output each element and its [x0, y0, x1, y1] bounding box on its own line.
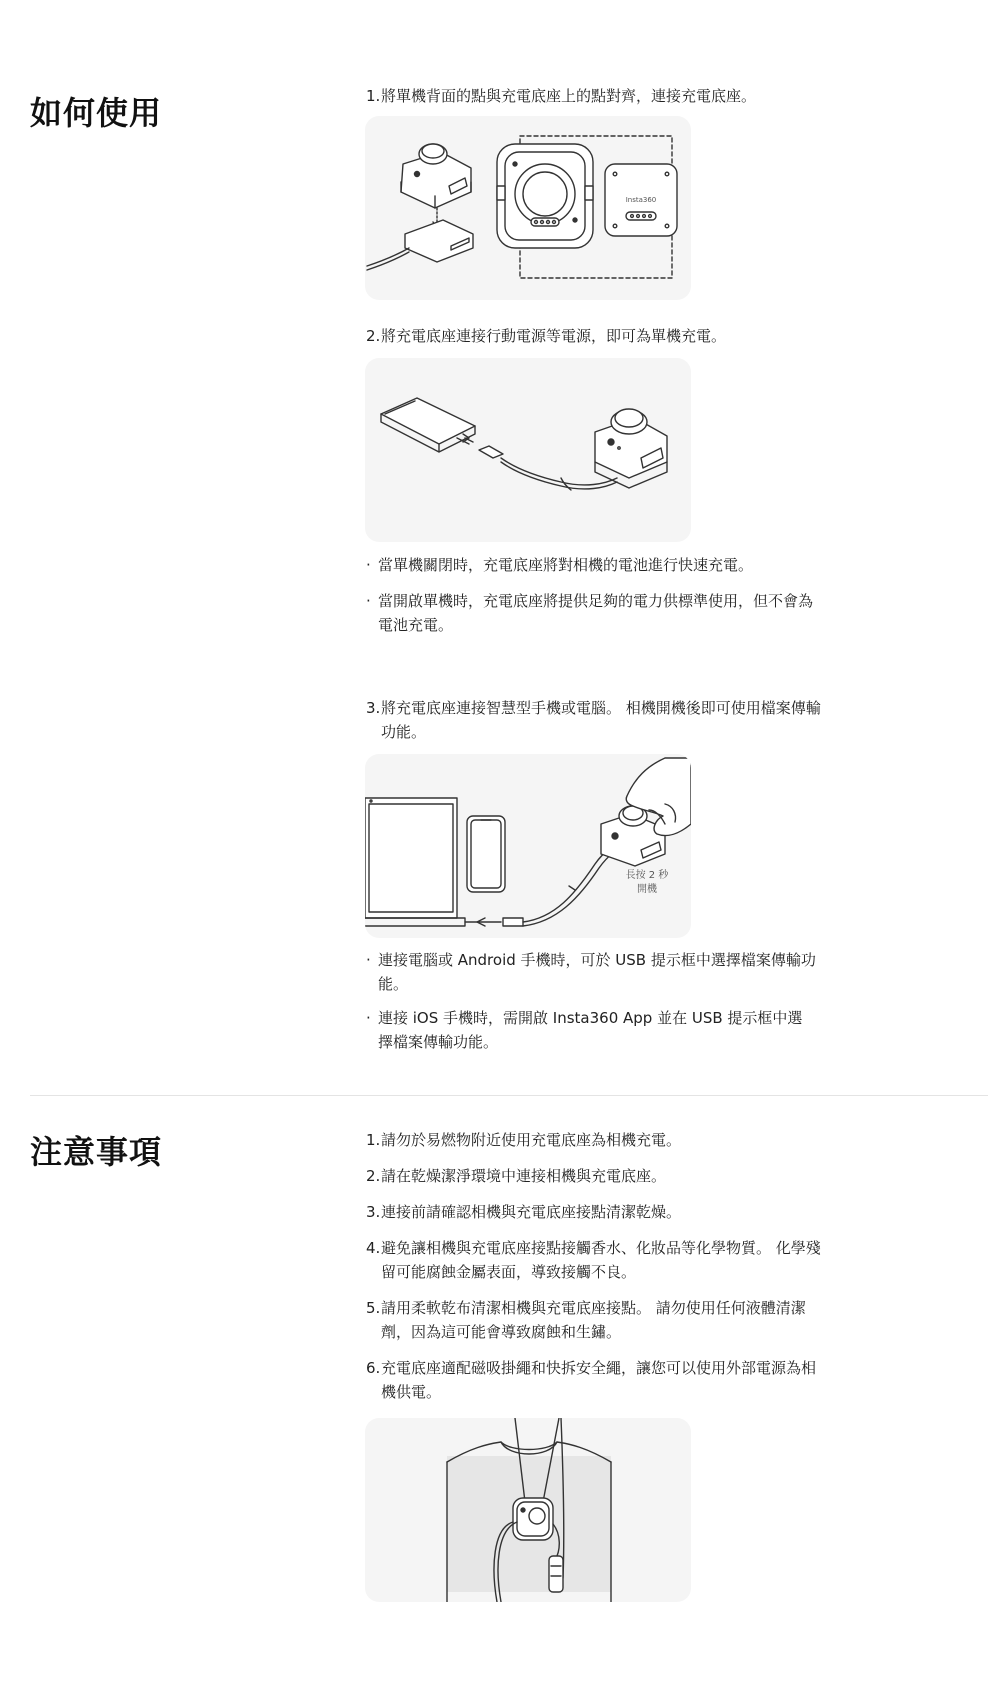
bullet-text: 連接 iOS 手機時，需開啟 Insta360 App 並在 USB 提示框中選擇檔案傳輸功能。: [378, 1009, 803, 1051]
note-text: 請在乾燥潔淨環境中連接相機與充電底座。: [381, 1167, 667, 1185]
section-title-notes: 注意事項: [30, 1133, 163, 1171]
step-text: 將單機背面的點與充電底座上的點對齊，連接充電底座。: [381, 87, 757, 105]
section-divider: [30, 1095, 988, 1096]
camera-drawing: [513, 1498, 553, 1540]
step-3: [366, 696, 826, 744]
note-text: 避免讓相機與充電底座接點接觸香水、化妝品等化學物質。 化學殘留可能腐蝕金屬表面，導致接觸不良。: [381, 1239, 821, 1281]
base-back-drawing: [605, 164, 677, 236]
mount-drawing: [497, 144, 593, 248]
note-number: 6.: [366, 1359, 381, 1377]
note-3: [366, 1200, 826, 1224]
bullet-text: 當單機關閉時，充電底座將對相機的電池進行快速充電。: [378, 556, 754, 574]
step-number: 3.: [366, 699, 381, 717]
camera-drawing: [601, 806, 665, 866]
cable-drawing: [463, 434, 617, 490]
step-1: [366, 84, 826, 108]
note-2: [366, 1164, 826, 1188]
charging-base-drawing: [367, 220, 473, 270]
camera-drawing: [401, 144, 471, 208]
bullet-text: 連接電腦或 Android 手機時，可於 USB 提示框中選擇檔案傳輸功能。: [378, 951, 816, 993]
step-number: 2.: [366, 327, 381, 345]
step-number: 1.: [366, 87, 381, 105]
note-1: [366, 1128, 826, 1152]
note-text: 充電底座適配磁吸掛繩和快拆安全繩，讓您可以使用外部電源為相機供電。: [381, 1359, 817, 1401]
camera-drawing: [595, 409, 667, 488]
note-text: 連接前請確認相機與充電底座接點清潔乾燥。: [381, 1203, 682, 1221]
power-bank-charging-illustration: [365, 358, 691, 542]
bullet-android-transfer: [366, 948, 816, 996]
brand-mark: Insta360: [625, 196, 657, 204]
neck-lanyard-illustration: [365, 1418, 691, 1602]
bullet-standard-use: [366, 589, 816, 637]
step-text: 將充電底座連接行動電源等電源，即可為單機充電。: [381, 327, 727, 345]
note-5: [366, 1296, 826, 1344]
bullet-ios-transfer: [366, 1006, 816, 1054]
note-text: 請勿於易燃物附近使用充電底座為相機充電。: [381, 1131, 682, 1149]
bullet-text: 當開啟單機時，充電底座將提供足夠的電力供標準使用，但不會為電池充電。: [378, 592, 814, 634]
power-bank-drawing: [381, 398, 475, 452]
note-number: 5.: [366, 1299, 381, 1317]
note-number: 3.: [366, 1203, 381, 1221]
file-transfer-illustration: [365, 754, 691, 938]
note-number: 1.: [366, 1131, 381, 1149]
bullet-mark: ·: [366, 556, 371, 574]
note-number: 2.: [366, 1167, 381, 1185]
note-6: [366, 1356, 826, 1404]
mount-alignment-illustration: [365, 116, 691, 300]
power-on-caption-line2: 開機: [637, 884, 657, 895]
laptop-drawing: [365, 798, 465, 926]
note-number: 4.: [366, 1239, 381, 1257]
note-text: 請用柔軟乾布清潔相機與充電底座接點。 請勿使用任何液體清潔劑，因為這可能會導致腐蝕和生鏽。: [381, 1299, 806, 1341]
bullet-mark: ·: [366, 592, 371, 610]
power-on-caption-line1: 長按 2 秒: [625, 870, 669, 881]
bullet-mark: ·: [366, 1009, 371, 1027]
bullet-fast-charge: [366, 553, 816, 577]
note-4: [366, 1236, 826, 1284]
phone-drawing: [467, 816, 505, 892]
section-title-how-to-use: 如何使用: [30, 94, 163, 132]
step-text: 將充電底座連接智慧型手機或電腦。 相機開機後即可使用檔案傳輸功能。: [381, 699, 821, 741]
bullet-mark: ·: [366, 951, 371, 969]
step-2: [366, 324, 826, 348]
